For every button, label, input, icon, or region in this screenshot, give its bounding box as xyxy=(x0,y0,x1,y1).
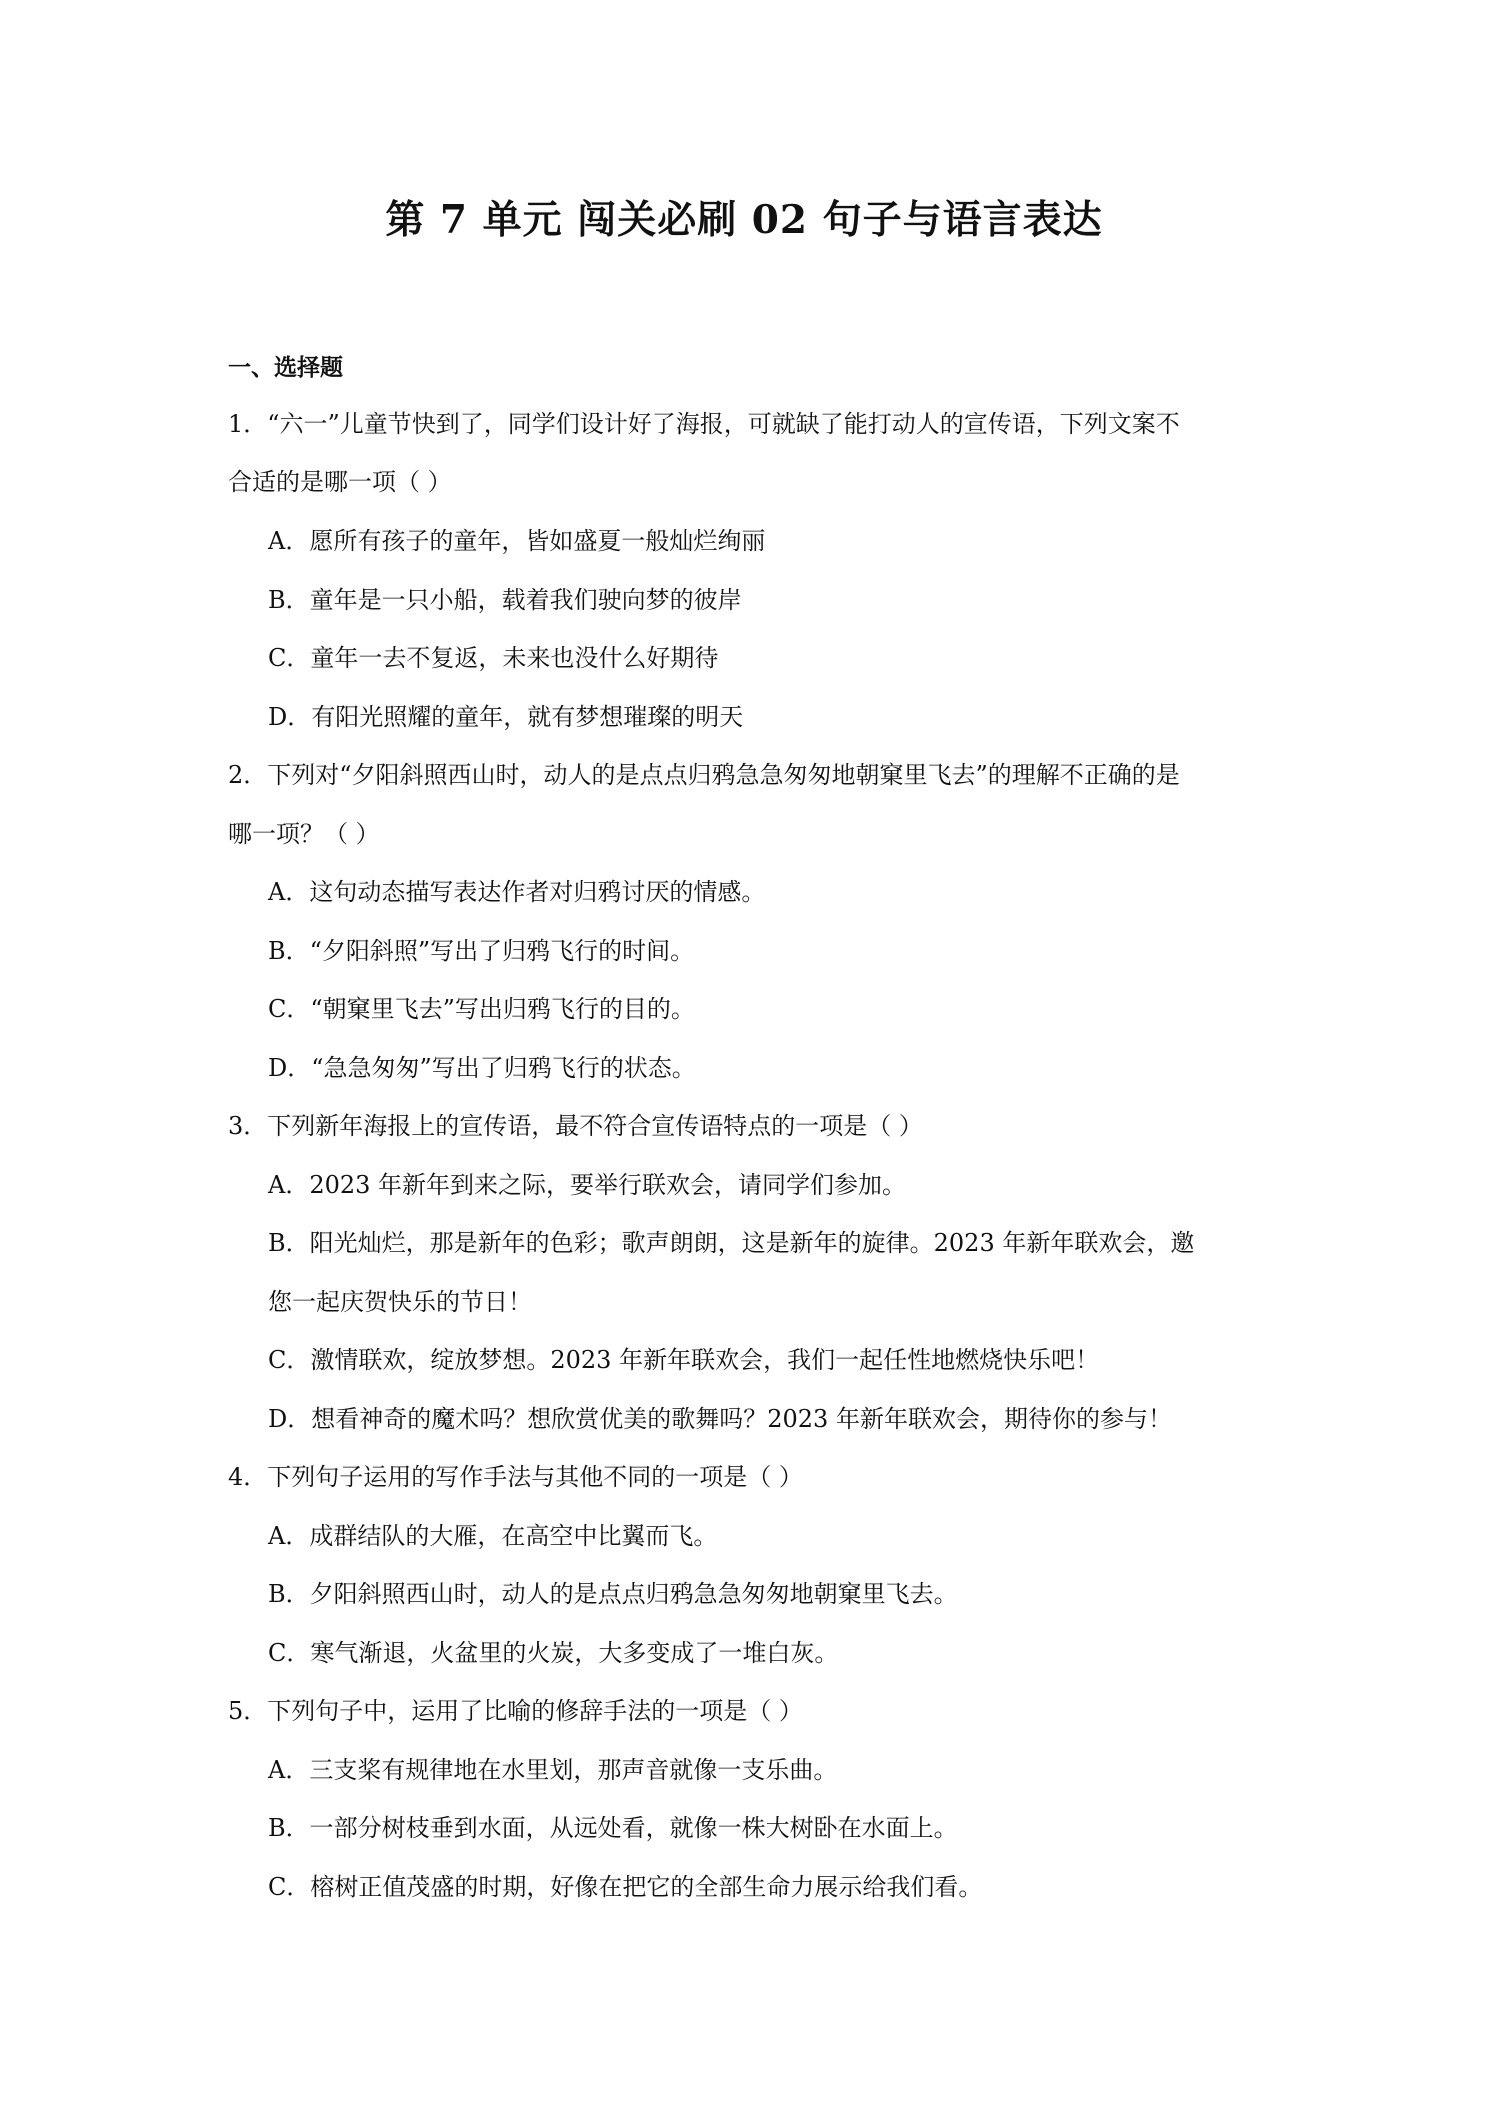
question-4-option-b: B．夕阳斜照西山时，动人的是点点归鸦急急匆匆地朝窠里飞去。 xyxy=(268,1580,958,1608)
question-2-option-b: B．“夕阳斜照”写出了归鸦飞行的时间。 xyxy=(268,937,695,965)
question-1-option-b: B．童年是一只小船，载着我们驶向梦的彼岸 xyxy=(268,586,742,614)
question-4-option-a: A．成群结队的大雁，在高空中比翼而飞。 xyxy=(268,1522,718,1550)
question-5-option-b: B．一部分树枝垂到水面，从远处看，就像一株大树卧在水面上。 xyxy=(268,1814,958,1842)
question-2-option-a: A．这句动态描写表达作者对归鸦讨厌的情感。 xyxy=(268,878,766,906)
question-2-line-2: 哪一项？（ ） xyxy=(228,820,380,848)
question-5-line-1: 5．下列句子中，运用了比喻的修辞手法的一项是（ ） xyxy=(228,1697,803,1725)
question-3-option-a: A．2023 年新年到来之际，要举行联欢会，请同学们参加。 xyxy=(268,1171,907,1199)
question-5-option-a: A．三支桨有规律地在水里划，那声音就像一支乐曲。 xyxy=(268,1756,838,1784)
question-3-option-c: C．激情联欢，绽放梦想。2023 年新年联欢会，我们一起任性地燃烧快乐吧！ xyxy=(268,1346,1100,1374)
question-1-option-a: A．愿所有孩子的童年，皆如盛夏一般灿烂绚丽 xyxy=(268,527,766,555)
section-heading: 一、选择题 xyxy=(228,354,343,381)
question-4-option-c: C．寒气渐退，火盆里的火炭，大多变成了一堆白灰。 xyxy=(268,1639,839,1667)
question-5-option-c: C．榕树正值茂盛的时期，好像在把它的全部生命力展示给我们看。 xyxy=(268,1873,983,1901)
question-2-line-1: 2．下列对“夕阳斜照西山时，动人的是点点归鸦急急匆匆地朝窠里飞去”的理解不正确的是 xyxy=(228,761,1180,789)
question-2-option-d: D．“急急匆匆”写出了归鸦飞行的状态。 xyxy=(268,1054,696,1082)
question-3-option-b-line-2: 您一起庆贺快乐的节日！ xyxy=(268,1288,532,1316)
question-2-option-c: C．“朝窠里飞去”写出归鸦飞行的目的。 xyxy=(268,995,695,1023)
question-1-option-c: C．童年一去不复返，未来也没什么好期待 xyxy=(268,644,719,672)
page-title: 第 7 单元 闯关必刷 02 句子与语言表达 xyxy=(385,197,1103,243)
question-3-option-d: D．想看神奇的魔术吗？想欣赏优美的歌舞吗？2023 年新年联欢会，期待你的参与！ xyxy=(268,1405,1172,1433)
question-1-line-1: 1．“六一”儿童节快到了，同学们设计好了海报，可就缺了能打动人的宣传语，下列文案不 xyxy=(228,410,1180,438)
question-4-line-1: 4．下列句子运用的写作手法与其他不同的一项是（ ） xyxy=(228,1463,803,1491)
question-3-option-b-line-1: B．阳光灿烂，那是新年的色彩；歌声朗朗，这是新年的旋律。2023 年新年联欢会，邀 xyxy=(268,1229,1195,1257)
question-1-line-2: 合适的是哪一项（ ） xyxy=(228,468,452,496)
question-1-option-d: D．有阳光照耀的童年，就有梦想璀璨的明天 xyxy=(268,703,744,731)
question-3-line-1: 3．下列新年海报上的宣传语，最不符合宣传语特点的一项是（ ） xyxy=(228,1112,923,1140)
